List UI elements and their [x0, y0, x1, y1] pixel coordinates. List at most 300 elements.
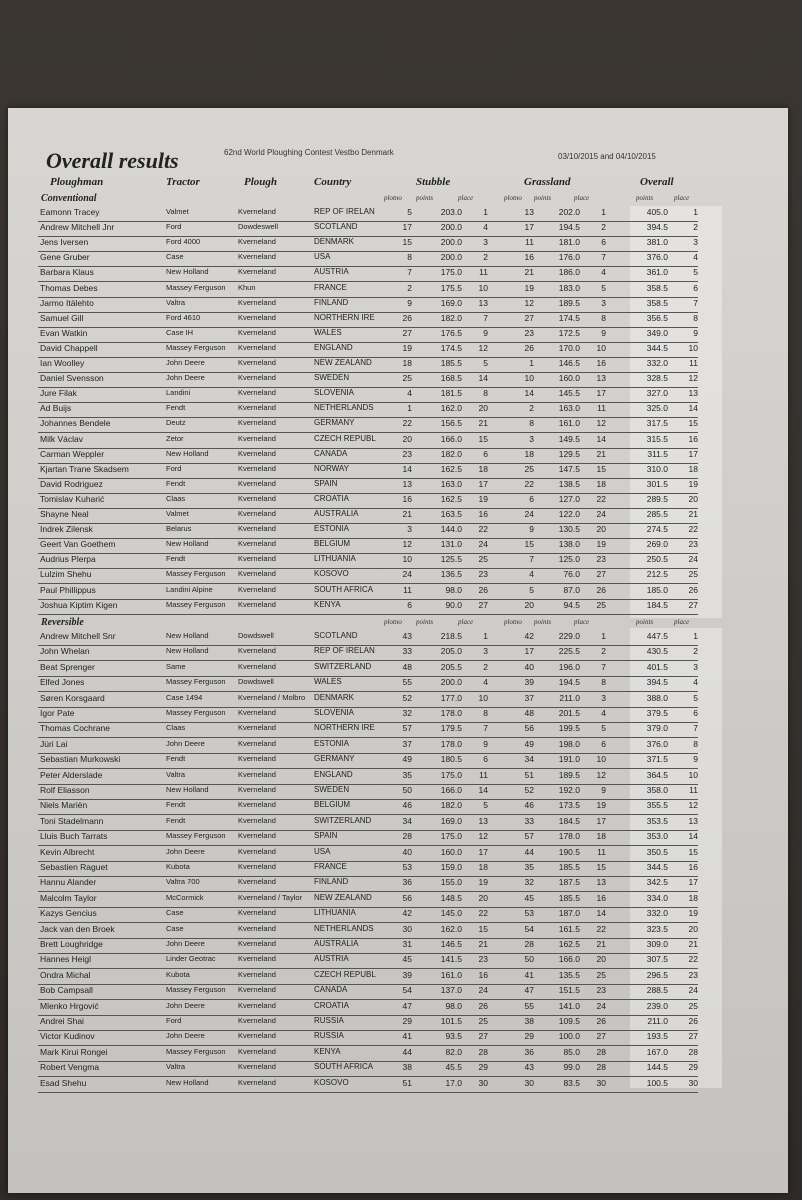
cell-ploughman: Lluis Buch Tarrats: [40, 831, 108, 842]
cell-grass-place: 3: [601, 692, 606, 703]
cell-tractor: Ford 4610: [166, 312, 201, 322]
cell-grass-points: 198.0: [558, 738, 580, 749]
cell-stubble-place: 15: [478, 923, 488, 934]
cell-grass-place: 28: [596, 1062, 606, 1073]
cell-country: SWITZERLAND: [314, 815, 372, 825]
cell-grass-place: 16: [596, 892, 606, 903]
cell-overall-place: 19: [688, 908, 698, 919]
cell-stubble-plotno: 42: [402, 908, 412, 919]
cell-stubble-place: 15: [478, 433, 488, 444]
cell-stubble-place: 6: [483, 754, 488, 765]
cell-stubble-points: 98.0: [445, 1000, 462, 1011]
cell-overall-place: 10: [688, 342, 698, 353]
cell-overall-place: 27: [688, 1031, 698, 1042]
cell-grass-plotno: 47: [524, 985, 534, 996]
cell-tractor: New Holland: [166, 448, 209, 458]
cell-country: KENYA: [314, 1046, 341, 1056]
cell-overall-place: 3: [693, 661, 698, 672]
cell-overall-points: 317.5: [646, 418, 668, 429]
cell-stubble-plotno: 46: [402, 800, 412, 811]
cell-plough: Kverneland: [238, 478, 276, 488]
cell-plough: Kverneland: [238, 388, 276, 398]
cell-grass-place: 23: [596, 554, 606, 565]
cell-plough: Kverneland: [238, 1077, 276, 1087]
cell-grass-place: 11: [597, 403, 606, 414]
cell-ploughman: Andrew Mitchell Jnr: [40, 222, 115, 233]
cell-grass-place: 4: [601, 708, 606, 718]
cell-plough: Kverneland: [238, 969, 276, 979]
cell-stubble-plotno: 7: [407, 267, 412, 278]
cell-stubble-points: 162.5: [440, 463, 462, 474]
cell-ploughman: John Whelan: [40, 646, 90, 657]
cell-country: NORWAY: [314, 463, 349, 473]
cell-stubble-plotno: 56: [402, 892, 412, 903]
cell-grass-place: 15: [596, 862, 606, 872]
cell-overall-place: 9: [693, 754, 698, 765]
cell-grass-plotno: 11: [525, 237, 534, 248]
cell-country: AUSTRIA: [314, 954, 349, 964]
cell-country: DENMARK: [314, 692, 355, 702]
cell-stubble-points: 178.0: [440, 738, 462, 749]
cell-overall-points: 310.0: [646, 463, 668, 474]
cell-country: REP OF IRELAN: [314, 207, 375, 216]
cell-stubble-place: 26: [478, 584, 488, 595]
cell-grass-points: 149.5: [558, 433, 580, 444]
cell-grass-place: 26: [596, 1016, 606, 1026]
cell-ploughman: Malcolm Taylor: [40, 892, 97, 903]
cell-stubble-points: 179.5: [440, 723, 462, 734]
cell-ploughman: Audrius Plerpa: [40, 554, 96, 565]
cell-stubble-plotno: 18: [402, 358, 412, 368]
cell-country: CROATIA: [314, 493, 349, 503]
cell-overall-place: 2: [693, 222, 698, 233]
cell-stubble-plotno: 21: [402, 509, 412, 519]
cell-grass-points: 100.0: [558, 1031, 580, 1042]
cell-stubble-place: 8: [483, 388, 488, 399]
cell-grass-plotno: 51: [524, 769, 534, 780]
cell-grass-place: 12: [596, 769, 606, 780]
cell-ploughman: Kazys Gencius: [40, 908, 97, 919]
cell-country: GERMANY: [314, 754, 355, 764]
cell-country: NEW ZEALAND: [314, 892, 372, 902]
cell-grass-points: 187.0: [558, 908, 580, 919]
cell-grass-place: 7: [601, 661, 606, 672]
cell-country: FINLAND: [314, 297, 349, 307]
cell-tractor: New Holland: [166, 267, 209, 277]
cell-grass-points: 189.5: [558, 297, 580, 308]
cell-grass-points: 174.5: [558, 312, 580, 323]
table-row: [38, 597, 698, 615]
cell-ploughman: Lulzim Shehu: [40, 569, 92, 580]
cell-stubble-points: 180.5: [440, 754, 462, 765]
cell-grass-points: 83.5: [563, 1077, 580, 1088]
cell-stubble-plotno: 16: [402, 493, 412, 504]
cell-grass-place: 19: [596, 800, 606, 811]
cell-stubble-plotno: 45: [402, 954, 412, 965]
cell-grass-plotno: 2: [529, 403, 534, 414]
cell-grass-plotno: 36: [524, 1046, 534, 1057]
cell-plough: Kverneland: [238, 373, 276, 383]
cell-plough: Kverneland: [238, 815, 276, 825]
cell-plough: Kverneland: [238, 785, 276, 794]
cell-plough: Kverneland: [238, 403, 276, 413]
cell-stubble-plotno: 10: [402, 554, 412, 565]
cell-plough: Kverneland: [238, 539, 276, 549]
cell-stubble-place: 17: [478, 846, 488, 857]
cell-country: SWITZERLAND: [314, 661, 372, 671]
cell-ploughman: Gene Gruber: [40, 252, 90, 263]
cell-grass-place: 3: [601, 297, 606, 308]
cell-country: SLOVENIA: [314, 388, 355, 398]
cell-grass-place: 2: [601, 646, 606, 657]
cell-stubble-points: 182.0: [440, 448, 462, 459]
cell-overall-place: 2: [693, 646, 698, 657]
cell-grass-plotno: 46: [524, 800, 534, 811]
cell-tractor: Valtra: [166, 1062, 186, 1072]
cell-overall-place: 21: [688, 509, 698, 519]
cell-stubble-place: 13: [478, 297, 488, 308]
cell-stubble-plotno: 50: [402, 785, 412, 795]
cell-overall-place: 25: [688, 1000, 698, 1011]
cell-tractor: Case: [166, 923, 184, 933]
cell-overall-place: 9: [693, 327, 698, 338]
cell-grass-plotno: 55: [524, 1000, 534, 1011]
cell-tractor: Massey Ferguson: [166, 708, 226, 717]
cell-country: SWEDEN: [314, 373, 350, 383]
cell-tractor: John Deere: [166, 1031, 205, 1041]
cell-tractor: Valmet: [166, 509, 189, 518]
cell-grass-plotno: 57: [524, 831, 534, 842]
cell-overall-points: 315.5: [646, 433, 668, 444]
cell-grass-points: 163.0: [558, 403, 580, 414]
cell-stubble-place: 9: [483, 327, 488, 338]
cell-stubble-place: 19: [478, 877, 488, 888]
cell-grass-place: 24: [596, 1000, 606, 1011]
cell-overall-place: 6: [693, 282, 698, 293]
cell-grass-points: 166.0: [558, 954, 580, 965]
section-conventional: Conventional: [41, 193, 97, 204]
cell-ploughman: Elfed Jones: [40, 677, 85, 688]
cell-stubble-plotno: 27: [402, 327, 412, 338]
cell-stubble-points: 162.0: [440, 403, 462, 414]
cell-tractor: Case: [166, 252, 184, 262]
cell-ploughman: Jüri Lai: [40, 738, 68, 749]
cell-grass-points: 184.5: [558, 815, 580, 826]
cell-overall-points: 301.5: [646, 478, 668, 489]
cell-overall-place: 19: [688, 478, 698, 489]
cell-stubble-plotno: 30: [402, 923, 412, 934]
cell-grass-place: 14: [596, 433, 606, 444]
cell-tractor: Massey Ferguson: [166, 599, 226, 609]
cell-tractor: McCormick: [166, 892, 204, 902]
cell-tractor: Fendt: [166, 478, 186, 488]
cell-ploughman: Hannes Heigl: [40, 954, 92, 965]
cell-plough: Kverneland: [238, 708, 276, 717]
cell-grass-place: 2: [601, 222, 606, 233]
cell-country: SOUTH AFRICA: [314, 584, 374, 594]
cell-overall-place: 15: [688, 418, 698, 429]
cell-grass-plotno: 17: [524, 646, 534, 657]
cell-overall-points: 212.5: [646, 569, 668, 580]
cell-ploughman: David Chappell: [40, 342, 98, 353]
cell-overall-points: 296.5: [646, 969, 668, 980]
cell-plough: Kverneland: [238, 1031, 276, 1041]
cell-grass-plotno: 44: [524, 846, 534, 857]
cell-overall-points: 349.0: [646, 327, 668, 338]
cell-grass-plotno: 45: [524, 892, 534, 903]
cell-ploughman: Indrek Zilensk: [40, 524, 93, 535]
cell-overall-place: 29: [688, 1062, 698, 1073]
cell-ploughman: Sebastien Raguet: [40, 862, 108, 872]
cell-stubble-points: 45.5: [445, 1062, 462, 1073]
cell-plough: Kverneland: [238, 312, 276, 322]
cell-ploughman: Daniel Svensson: [40, 373, 104, 384]
cell-grass-place: 9: [601, 327, 606, 338]
cell-stubble-points: 185.5: [440, 358, 462, 368]
cell-stubble-place: 17: [478, 478, 488, 489]
cell-stubble-plotno: 32: [402, 708, 412, 718]
cell-grass-points: 141.0: [558, 1000, 580, 1011]
cell-stubble-place: 1: [483, 207, 488, 217]
cell-grass-plotno: 12: [524, 297, 534, 308]
cell-plough: Kverneland: [238, 554, 276, 564]
cell-overall-points: 353.0: [646, 831, 668, 842]
cell-country: KOSOVO: [314, 1077, 349, 1087]
cell-country: LITHUANIA: [314, 554, 356, 564]
cell-grass-points: 160.0: [558, 373, 580, 384]
cell-grass-place: 13: [596, 373, 606, 384]
cell-ploughman: Andrei Shai: [40, 1016, 84, 1026]
cell-stubble-points: 141.5: [440, 954, 462, 965]
cell-overall-points: 376.0: [646, 738, 668, 749]
cell-plough: Kverneland: [238, 1062, 276, 1072]
cell-grass-points: 192.0: [558, 785, 580, 795]
cell-stubble-points: 125.5: [440, 554, 462, 565]
cell-plough: Kverneland: [238, 800, 276, 810]
sub-rev-grass-points: points: [534, 618, 552, 626]
cell-stubble-place: 14: [478, 373, 488, 384]
cell-grass-plotno: 20: [524, 599, 534, 610]
cell-plough: Dowdeswell: [238, 222, 279, 232]
sub-stubble-points: points: [416, 194, 434, 202]
cell-ploughman: Thomas Cochrane: [40, 723, 110, 734]
section-reversible: Reversible: [41, 617, 84, 628]
cell-tractor: John Deere: [166, 846, 205, 856]
cell-ploughman: Victor Kudinov: [40, 1031, 95, 1042]
cell-country: SCOTLAND: [314, 222, 358, 232]
cell-tractor: Massey Ferguson: [166, 677, 226, 687]
cell-grass-place: 5: [601, 723, 606, 734]
cell-grass-points: 211.0: [559, 692, 580, 703]
cell-overall-points: 344.5: [646, 342, 668, 353]
cell-stubble-plotno: 5: [407, 207, 412, 217]
sub-rev-stubble-place: place: [458, 618, 474, 626]
cell-ploughman: Kjartan Trane Skadsem: [40, 463, 129, 474]
cell-grass-plotno: 30: [524, 1077, 534, 1088]
cell-stubble-place: 2: [483, 661, 488, 672]
cell-overall-points: 100.5: [646, 1077, 668, 1088]
cell-tractor: Belarus: [166, 524, 192, 534]
cell-country: CANADA: [314, 985, 348, 995]
cell-grass-points: 181.0: [558, 237, 580, 248]
cell-grass-plotno: 14: [524, 388, 534, 399]
cell-stubble-plotno: 52: [402, 692, 412, 703]
cell-stubble-plotno: 8: [407, 252, 412, 263]
cell-plough: Kverneland: [238, 418, 276, 428]
cell-stubble-points: 177.0: [440, 692, 462, 703]
cell-grass-points: 85.0: [563, 1046, 580, 1057]
cell-plough: Kverneland: [238, 358, 276, 367]
header-ploughman: Ploughman: [50, 176, 104, 188]
cell-country: RUSSIA: [314, 1016, 344, 1025]
cell-tractor: Landini: [166, 388, 191, 398]
cell-tractor: John Deere: [166, 939, 205, 948]
cell-stubble-points: 159.0: [440, 862, 462, 872]
cell-overall-place: 11: [689, 785, 698, 795]
cell-grass-place: 9: [601, 785, 606, 795]
cell-grass-points: 173.5: [558, 800, 580, 811]
cell-stubble-place: 11: [479, 267, 488, 278]
cell-grass-points: 147.5: [558, 463, 580, 474]
cell-stubble-plotno: 57: [402, 723, 412, 734]
cell-grass-plotno: 9: [529, 524, 534, 535]
cell-stubble-plotno: 19: [402, 342, 412, 353]
cell-grass-place: 24: [596, 509, 606, 519]
cell-stubble-place: 23: [478, 954, 488, 965]
cell-country: BELGIUM: [314, 539, 351, 549]
cell-grass-points: 191.0: [558, 754, 580, 765]
cell-country: FRANCE: [314, 282, 347, 292]
cell-stubble-place: 12: [478, 342, 488, 353]
cell-stubble-plotno: 40: [402, 846, 412, 857]
cell-overall-points: 344.5: [646, 862, 668, 872]
cell-stubble-place: 1: [483, 631, 488, 641]
cell-overall-points: 288.5: [646, 985, 668, 996]
cell-stubble-plotno: 51: [402, 1077, 412, 1088]
cell-overall-points: 167.0: [646, 1046, 668, 1057]
cell-country: CANADA: [314, 448, 348, 458]
cell-stubble-place: 16: [478, 509, 488, 519]
cell-stubble-plotno: 20: [402, 433, 412, 444]
cell-grass-points: 130.5: [558, 524, 580, 535]
cell-ploughman: Paul Phillippus: [40, 584, 96, 595]
cell-stubble-plotno: 38: [402, 1062, 412, 1073]
cell-stubble-plotno: 6: [407, 599, 412, 610]
cell-overall-place: 1: [693, 631, 698, 641]
cell-grass-points: 127.0: [558, 493, 580, 504]
cell-grass-place: 25: [596, 969, 606, 980]
cell-overall-points: 144.5: [646, 1062, 668, 1073]
cell-grass-points: 161.5: [558, 923, 580, 934]
cell-stubble-plotno: 25: [402, 373, 412, 384]
cell-country: SPAIN: [314, 831, 338, 841]
cell-tractor: John Deere: [166, 358, 205, 367]
cell-grass-plotno: 26: [524, 342, 534, 353]
cell-stubble-points: 182.0: [440, 312, 462, 323]
sub-overall-points: points: [636, 194, 654, 202]
cell-tractor: Case 1494: [166, 692, 203, 702]
cell-overall-place: 20: [688, 493, 698, 504]
cell-stubble-plotno: 29: [402, 1016, 412, 1026]
cell-grass-place: 20: [596, 524, 606, 535]
cell-stubble-points: 131.0: [440, 539, 462, 550]
cell-tractor: New Holland: [166, 646, 209, 656]
cell-plough: Dowdswell: [238, 631, 274, 640]
cell-overall-points: 184.5: [646, 599, 668, 610]
sub-grass-place: place: [574, 194, 590, 202]
cell-stubble-points: 175.0: [440, 267, 462, 278]
cell-plough: Kverneland / Molbro: [238, 692, 306, 702]
cell-stubble-plotno: 22: [402, 418, 412, 429]
cell-stubble-points: 160.0: [440, 846, 462, 857]
cell-overall-points: 342.5: [646, 877, 668, 888]
cell-overall-points: 430.5: [646, 646, 668, 657]
cell-plough: Kverneland: [238, 297, 276, 307]
cell-grass-place: 8: [601, 312, 606, 323]
cell-stubble-points: 148.5: [440, 892, 462, 903]
cell-stubble-points: 162.0: [440, 923, 462, 934]
cell-stubble-points: 146.5: [440, 939, 462, 949]
cell-overall-points: 355.5: [646, 800, 668, 811]
cell-grass-plotno: 6: [529, 493, 534, 504]
cell-plough: Kverneland: [238, 738, 276, 748]
table-row: [38, 1075, 698, 1093]
cell-overall-place: 4: [693, 677, 698, 688]
cell-overall-place: 21: [688, 939, 698, 949]
cell-grass-points: 99.0: [563, 1062, 580, 1073]
cell-tractor: New Holland: [166, 539, 209, 549]
cell-stubble-plotno: 55: [402, 677, 412, 688]
cell-plough: Kverneland: [238, 846, 276, 856]
header-country: Country: [314, 176, 352, 188]
cell-stubble-points: 203.0: [440, 207, 462, 217]
cell-overall-place: 8: [693, 738, 698, 749]
cell-stubble-place: 5: [483, 358, 488, 368]
cell-grass-plotno: 8: [529, 418, 534, 429]
cell-stubble-points: 166.0: [440, 785, 462, 795]
cell-ploughman: Kevin Albrecht: [40, 846, 95, 857]
cell-country: KENYA: [314, 599, 341, 609]
cell-grass-plotno: 21: [524, 267, 534, 278]
header-tractor: Tractor: [166, 176, 200, 188]
cell-plough: Kverneland / Taylor: [238, 892, 303, 902]
header-grassland: Grassland: [524, 176, 571, 188]
cell-stubble-points: 181.5: [440, 388, 462, 399]
cell-tractor: Fendt: [166, 800, 186, 810]
cell-plough: Kverneland: [238, 524, 276, 534]
cell-stubble-plotno: 23: [402, 448, 412, 459]
cell-country: FRANCE: [314, 862, 347, 871]
cell-plough: Kverneland: [238, 939, 276, 948]
cell-plough: Dowdswell: [238, 677, 274, 687]
header-overall: Overall: [640, 176, 674, 188]
cell-grass-points: 194.5: [558, 222, 580, 233]
cell-tractor: Valmet: [166, 207, 189, 216]
cell-overall-place: 10: [688, 769, 698, 780]
cell-grass-plotno: 5: [529, 584, 534, 595]
cell-stubble-place: 27: [478, 1031, 488, 1042]
cell-grass-place: 11: [597, 846, 606, 857]
cell-overall-place: 23: [688, 539, 698, 550]
cell-grass-points: 196.0: [558, 661, 580, 672]
cell-stubble-points: 156.5: [440, 418, 462, 429]
cell-country: SLOVENIA: [314, 708, 355, 717]
cell-stubble-points: 144.0: [440, 524, 462, 535]
cell-stubble-points: 101.5: [440, 1016, 462, 1026]
cell-ploughman: Evan Watkin: [40, 327, 88, 338]
cell-plough: Kverneland: [238, 599, 276, 609]
cell-ploughman: Mlenko Hrgović: [40, 1000, 99, 1011]
